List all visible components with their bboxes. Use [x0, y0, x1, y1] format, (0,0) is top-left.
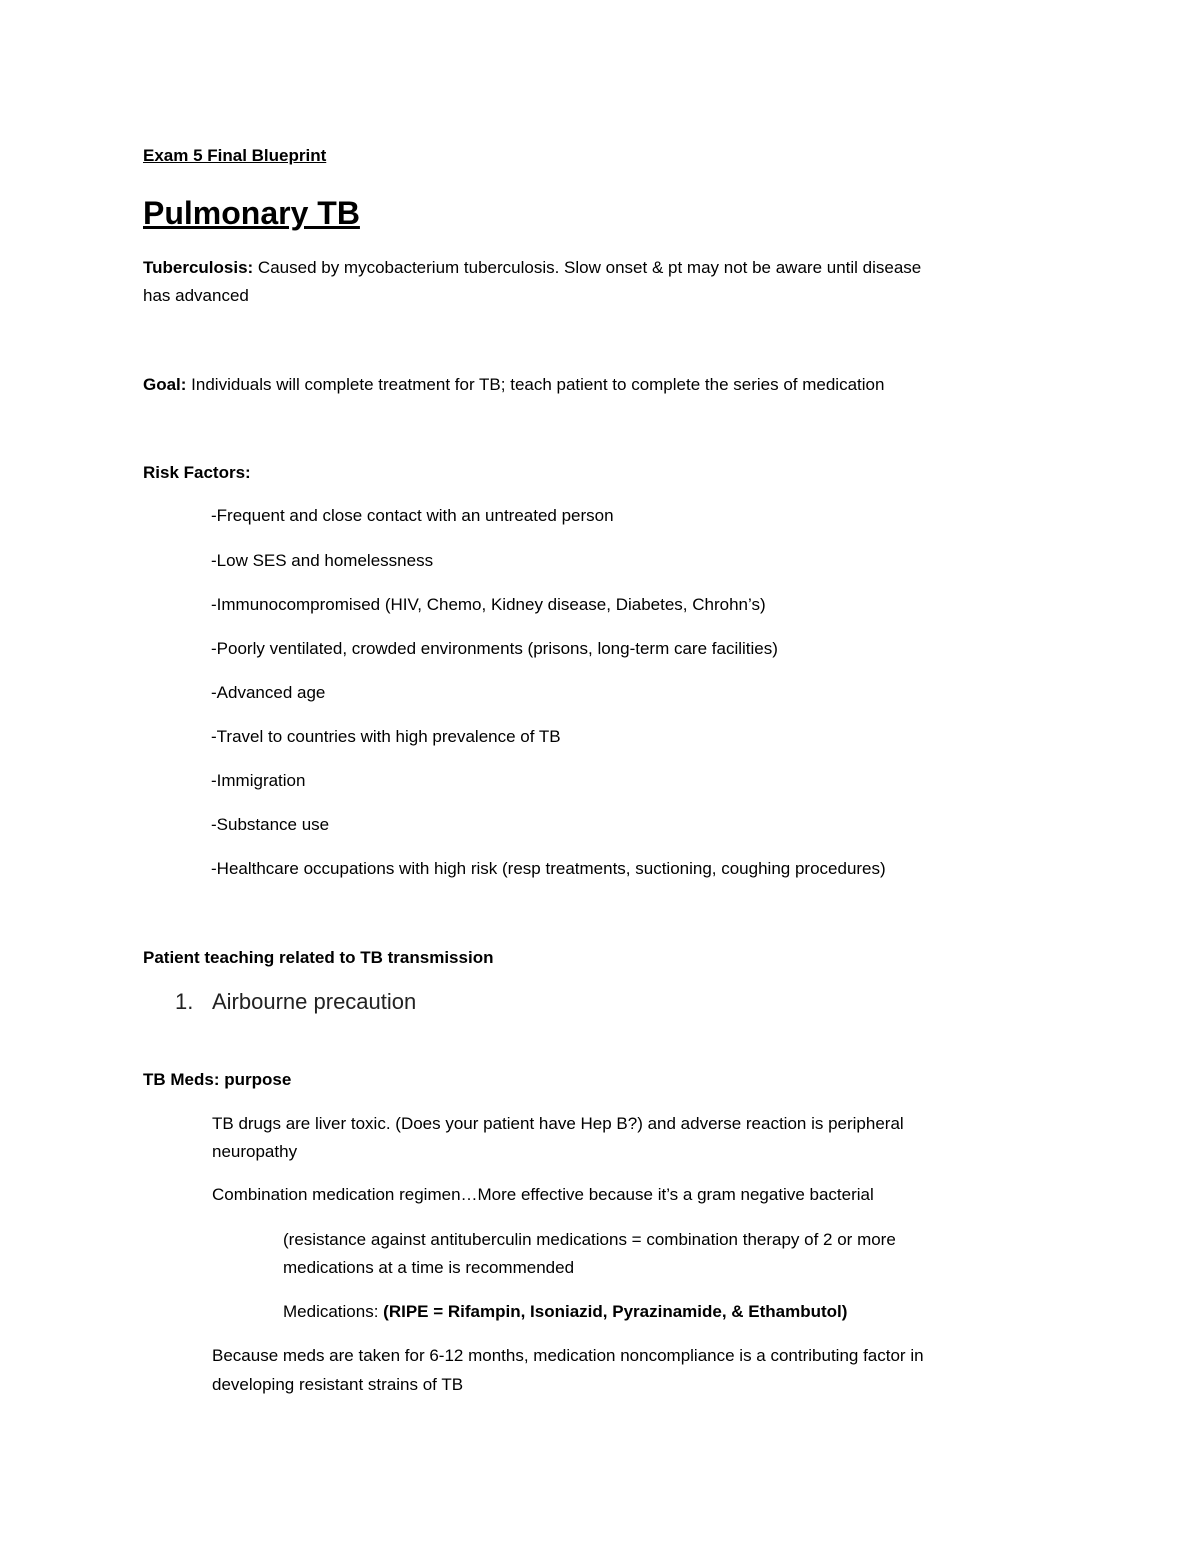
tuberculosis-label: Tuberculosis:: [143, 258, 254, 277]
risk-factor-item: -Travel to countries with high prevalence of TB: [211, 727, 561, 746]
medications-list: [283, 1301, 847, 1323]
goal: [143, 374, 884, 396]
risk-factor-item: -Immunocompromised (HIV, Chemo, Kidney disease, Diabetes, Chrohn’s): [211, 595, 766, 614]
meds-paragraph-cont: neuropathy: [212, 1142, 298, 1161]
meds-note: (resistance against antituberculin medications = combination therapy of 2 or more: [283, 1230, 896, 1249]
risk-factor-item: -Frequent and close contact with an untreated person: [211, 506, 614, 525]
risk-factor-item: -Low SES and homelessness: [211, 551, 434, 570]
list-number: 1.: [175, 989, 194, 1014]
teaching-item: Airbourne precaution: [212, 989, 417, 1014]
tuberculosis-definition: [143, 257, 921, 279]
meds-note-cont: medications at a time is recommended: [283, 1258, 575, 1277]
page-heading: Pulmonary TB: [143, 195, 360, 231]
meds-paragraph-cont: developing resistant strains of TB: [212, 1375, 464, 1394]
risk-factor-item: -Advanced age: [211, 683, 326, 702]
goal-text: Individuals will complete treatment for TB; teach patient to complete the series of medication: [186, 375, 885, 394]
risk-factor-item: -Immigration: [211, 771, 306, 790]
risk-factor-item: -Substance use: [211, 815, 330, 834]
risk-factor-item: -Poorly ventilated, crowded environments (prisons, long-term care facilities): [211, 639, 778, 658]
tuberculosis-text-cont: has advanced: [143, 286, 249, 305]
medications-label: Medications:: [283, 1302, 384, 1321]
meds-paragraph: Because meds are taken for 6-12 months, medication noncompliance is a contributing factor in: [212, 1346, 924, 1365]
risk-factor-item: -Healthcare occupations with high risk (resp treatments, suctioning, coughing procedures): [211, 859, 886, 878]
meds-paragraph: TB drugs are liver toxic. (Does your patient have Hep B?) and adverse reaction is peripheral: [212, 1114, 904, 1133]
risk-factors-label: Risk Factors:: [143, 463, 251, 482]
meds-paragraph: Combination medication regimen…More effective because it’s a gram negative bacterial: [212, 1185, 874, 1204]
tuberculosis-text: Caused by mycobacterium tuberculosis. Slow onset & pt may not be aware until disease: [253, 258, 922, 277]
teaching-label: Patient teaching related to TB transmission: [143, 948, 494, 967]
ripe-medications: (RIPE = Rifampin, Isoniazid, Pyrazinamide, & Ethambutol): [383, 1302, 848, 1321]
goal-label: Goal:: [143, 375, 187, 394]
meds-label: TB Meds: purpose: [143, 1070, 292, 1089]
document-title: Exam 5 Final Blueprint: [143, 146, 327, 165]
